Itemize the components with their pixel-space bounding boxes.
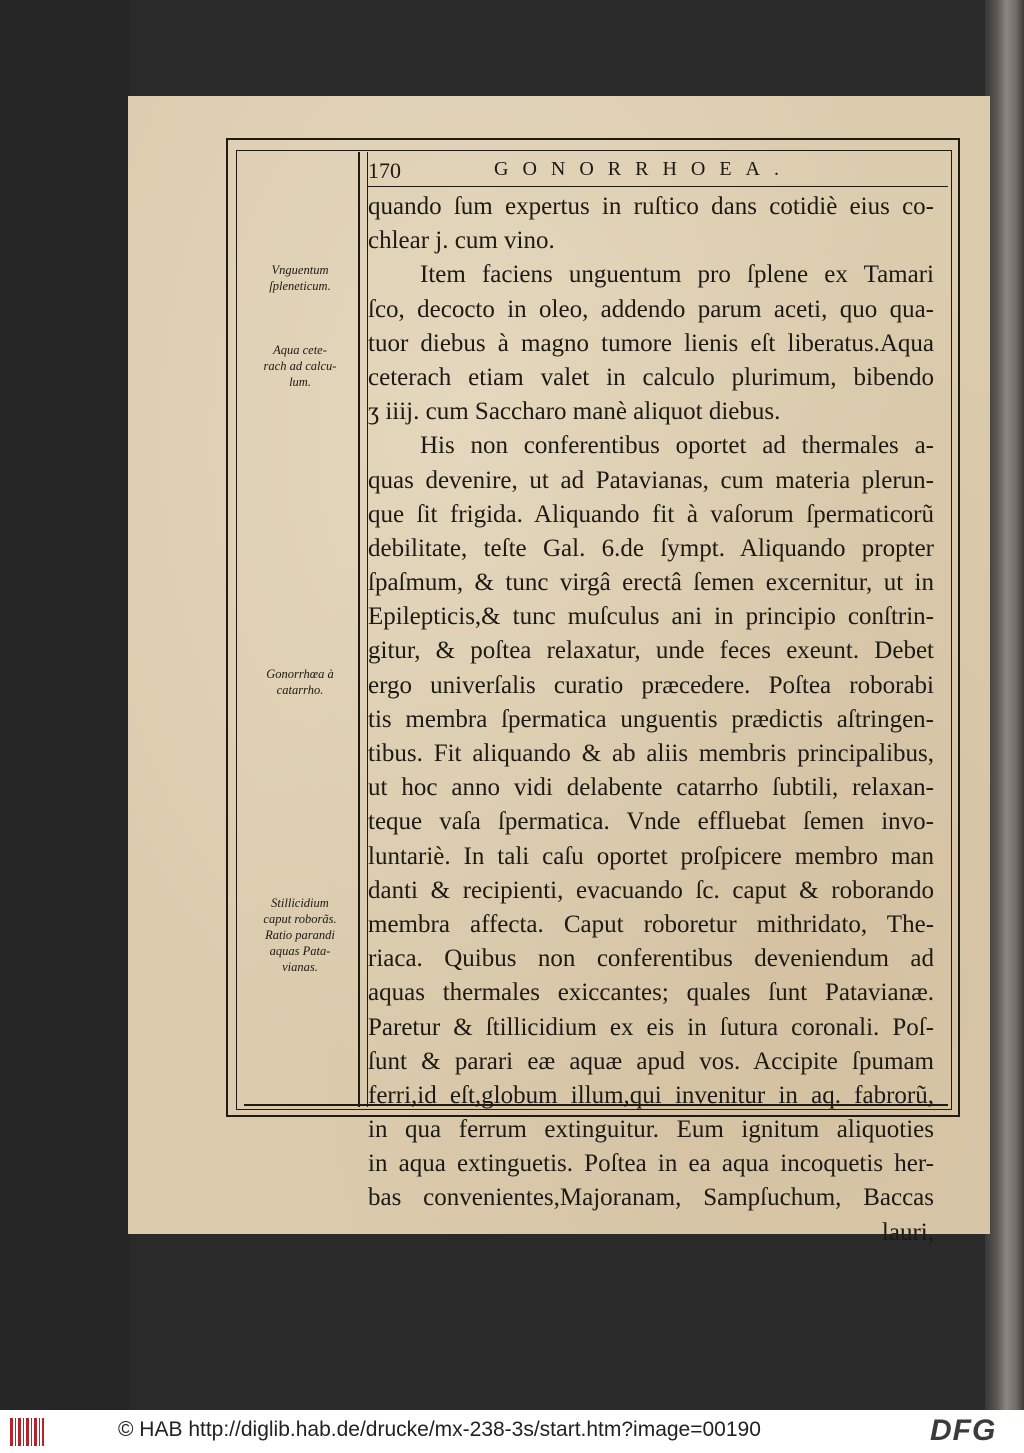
header-rule [368, 186, 948, 187]
margin-note-line: rach ad calcu- [263, 359, 337, 373]
text-line: ʒ iiij. cum Saccharo manè aliquot diebus. [368, 398, 781, 426]
margin-note-line: catarrho. [276, 683, 324, 697]
text-line: quas devenire, ut ad Patavianas, cum materia plerun- [368, 466, 934, 494]
margin-note [244, 342, 356, 390]
text-line: debilitate, teſte Gal. 6.de ſympt. Aliquando propter [368, 534, 934, 562]
text-line: ergo univerſalis curatio præcedere. Poſtea roborabi [368, 671, 934, 699]
text-line: ſco, decocto in oleo, addendo parum aceti, quo qua- [368, 295, 934, 323]
text-line: quando ſum expertus in ruſtico dans cotidiè eius co- [368, 193, 934, 220]
text-line: riaca. Quibus non conferentibus deveniendum ad [368, 945, 934, 973]
text-line: lauri, [881, 1218, 934, 1246]
viewer-footer [0, 1410, 1024, 1453]
running-title: GONORRHOEA. [494, 158, 793, 180]
dfg-logo: DFG [930, 1414, 997, 1447]
text-line: bas convenientes,Majoranam, Sampſuchum, Baccas [368, 1184, 934, 1212]
page-number: 170 [368, 158, 401, 183]
margin-note-line: caput roborãs. [263, 912, 337, 926]
margin-note-line: Stillicidium [271, 896, 329, 910]
text-line: teque vaſa ſpermatica. Vnde effluebat ſemen invo- [368, 808, 934, 836]
text-line: Paretur & ſtillicidium ex eis in ſutura coronali. Poſ- [368, 1013, 934, 1041]
margin-note [244, 666, 356, 698]
margin-note-line: Gonorrhœa à [266, 667, 334, 681]
text-line: chlear j. cum vino. [368, 227, 555, 255]
text-line: aquas thermales exiccantes; quales ſunt Patavianæ. [368, 979, 934, 1007]
text-line: ceterach etiam valet in calculo plurimum, bibendo [368, 363, 934, 391]
text-line: in qua ferrum extinguitur. Eum ignitum aliquoties [368, 1116, 934, 1144]
text-line: ſunt & parari eæ aquæ apud vos. Accipite ſpumam [368, 1047, 934, 1075]
scan-background-left [0, 0, 130, 1410]
text-line: ferri,id eſt,globum illum,qui invenitur in aq. fabrorũ, [368, 1081, 934, 1109]
text-line: luntariè. In tali caſu oportet proſpicere membro man [368, 842, 934, 870]
text-line: tuor diebus à magno tumore lienis eſt liberatus.Aqua [368, 329, 934, 357]
margin-divider-rule [358, 152, 360, 1107]
page-header [368, 156, 948, 186]
text-line: tis membra ſpermatica unguentis prædictis aſtringen- [368, 705, 934, 733]
margin-note-line: aquas Pata- [269, 944, 331, 958]
margin-note-line: ſpleneticum. [269, 279, 331, 293]
margin-note [244, 262, 356, 294]
margin-note [244, 895, 356, 975]
margin-note-line: Vnguentum [271, 263, 329, 277]
text-line: in aqua extinguetis. Poſtea in ea aqua incoquetis her- [368, 1150, 934, 1178]
hab-barcode-icon [10, 1418, 44, 1446]
margin-note-line: Aqua cete- [273, 343, 327, 357]
margin-note-line: lum. [289, 375, 311, 389]
text-line: membra affecta. Caput roboretur mithridato, The- [368, 910, 934, 938]
margin-note-line: vianas. [282, 960, 318, 974]
text-line: ſpaſmum, & tunc virgâ erectâ ſemen excernitur, ut in [368, 569, 934, 597]
text-line: danti & recipienti, evacuando ſc. caput & roborando [368, 876, 934, 904]
text-line: que ſit frigida. Aliquando fit à vaſorum ſpermaticorũ [368, 500, 934, 528]
scan-background-right-binding [985, 0, 1024, 1410]
footer-copyright-link[interactable]: © HAB http://diglib.hab.de/drucke/mx-238-3s/start.htm?image=00190 [118, 1418, 761, 1441]
text-line: His non conferentibus oportet ad thermales a- [420, 432, 934, 460]
text-line: tibus. Fit aliquando & ab aliis membris principalibus, [368, 740, 934, 767]
text-line: gitur, & poſtea relaxatur, unde feces exeunt. Debet [368, 637, 934, 665]
margin-note-line: Ratio parandi [265, 928, 335, 942]
text-line: Item faciens unguentum pro ſplene ex Tamari [420, 261, 934, 289]
text-line: ut hoc anno vidi delabente catarrho ſubtili, relaxan- [368, 774, 934, 802]
main-text-block [368, 190, 934, 1250]
text-line: Epilepticis,& tunc muſculus ani in principio conſtrin- [368, 603, 934, 631]
